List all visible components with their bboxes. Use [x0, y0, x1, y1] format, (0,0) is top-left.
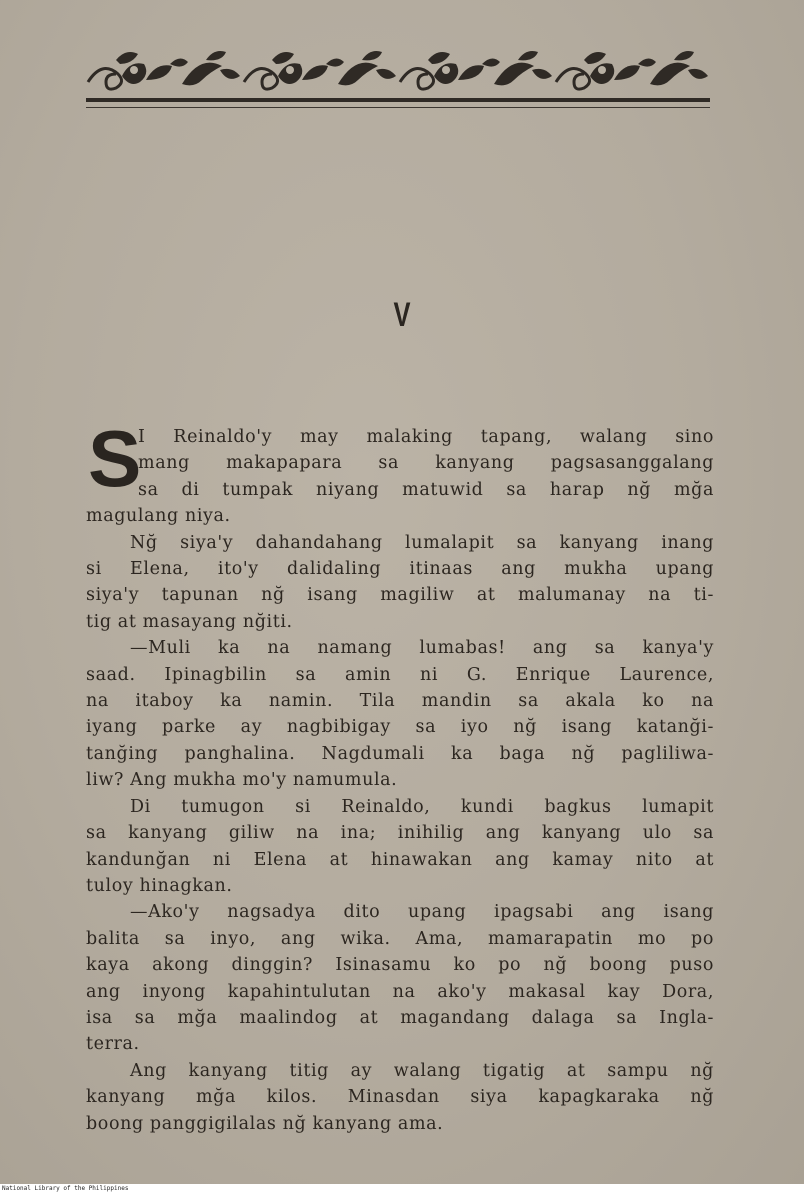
- text-line: kandunğan ni Elena at hinawakan ang kamay nito at: [86, 849, 714, 870]
- text-line: magulang niya.: [86, 506, 231, 527]
- floral-ornament-header: [86, 40, 710, 100]
- text-line: sa kanyang giliw na ina; inihilig ang kanyang ulo sa: [86, 823, 714, 844]
- body-text: [86, 414, 714, 1137]
- text-line: I Reinaldo'y may malaking tapang, walang sino: [138, 427, 714, 447]
- text-line: terra.: [86, 1034, 140, 1055]
- header-rule-thick: [86, 98, 710, 102]
- text-line: mang makapapara sa kanyang pagsasanggalang: [138, 453, 714, 474]
- text-line: tanğing panghalina. Nagdumali ka baga nğ pagliliwa-: [86, 743, 714, 764]
- chapter-numeral: V: [393, 296, 411, 334]
- text-line: tig at masayang nğiti.: [86, 611, 293, 632]
- text-line: boong panggigilalas nğ kanyang ama.: [86, 1113, 444, 1134]
- text-line: —Ako'y nagsadya dito upang ipagsabi ang isang: [130, 902, 714, 923]
- drop-cap: S: [88, 414, 142, 503]
- text-line: —Muli ka na namang lumabas! ang sa kanya'y: [130, 638, 714, 659]
- header-rule-thin: [86, 107, 710, 108]
- text-line: liw? Ang mukha mo'y namumula.: [86, 770, 398, 791]
- text-line: Nğ siya'y dahandahang lumalapit sa kanyang inang: [130, 532, 714, 553]
- text-line: siya'y tapunan nğ isang magiliw at malumanay na ti-: [86, 585, 714, 606]
- text-line: isa sa mğa maalindog at magandang dalaga sa Ingla-: [86, 1007, 714, 1028]
- text-line: saad. Ipinagbilin sa amin ni G. Enrique Laurence,: [86, 664, 714, 685]
- text-line: na itaboy ka namin. Tila mandin sa akala ko na: [86, 691, 714, 712]
- text-line: iyang parke ay nagbibigay sa iyo nğ isang katanği-: [86, 717, 714, 738]
- text-line: kanyang mğa kilos. Minasdan siya kapagkaraka nğ: [86, 1087, 714, 1108]
- text-line: tuloy hinagkan.: [86, 875, 233, 896]
- scan-credit: National Library of the Philippines: [2, 1185, 129, 1192]
- text-line: Ang kanyang titig ay walang tigatig at sampu nğ: [130, 1060, 714, 1081]
- text-line: Di tumugon si Reinaldo, kundi bagkus lumapit: [130, 796, 714, 817]
- text-line: sa di tumpak niyang matuwid sa harap nğ mğa: [138, 479, 714, 500]
- text-line: si Elena, ito'y dalidaling itinaas ang mukha upang: [86, 559, 714, 580]
- text-line: ang inyong kapahintulutan na ako'y makasal kay Dora,: [86, 981, 714, 1002]
- text-line: balita sa inyo, ang wika. Ama, mamarapatin mo po: [86, 928, 714, 949]
- text-line: kaya akong dinggin? Isinasamu ko po nğ boong puso: [86, 955, 714, 976]
